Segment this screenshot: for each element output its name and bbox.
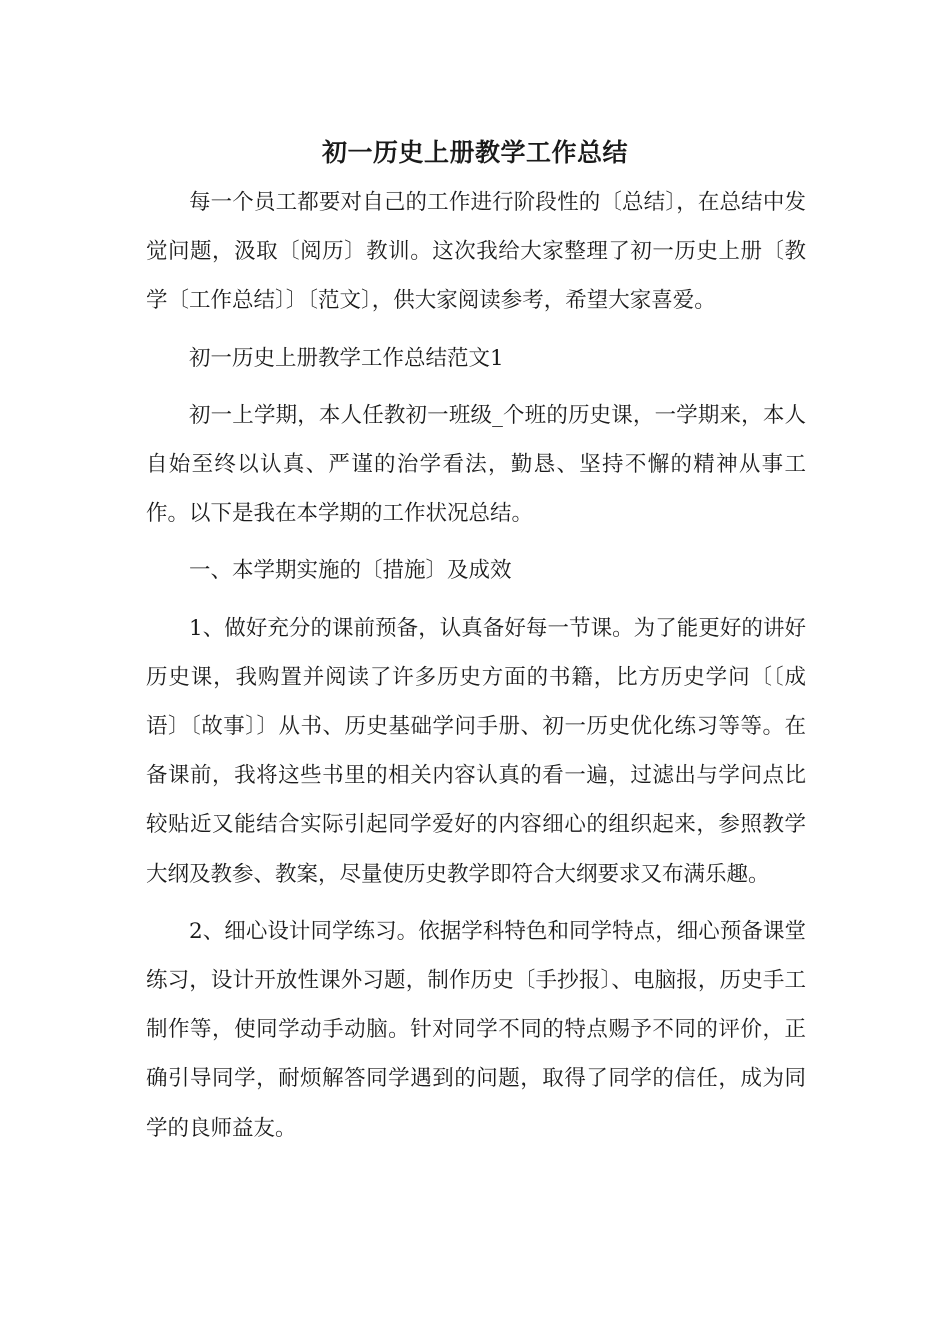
overview-paragraph: 初一上学期，本人任教初一班级_个班的历史课，一学期来，本人自始至终以认真、严谨的治学看法，勤恳、坚持不懈的精神从事工作。以下是我在本学期的工作状况总结。 xyxy=(146,402,806,527)
intro-paragraph: 每一个员工都要对自己的工作进行阶段性的〔总结〕，在总结中发觉问题，汲取〔阅历〕教训。这次我给大家整理了初一历史上册〔教学〔工作总结〕〕〔范文〕，供大家阅读参考，希望大家喜爱。 xyxy=(146,190,806,314)
document-title: 初一历史上册教学工作总结 xyxy=(321,138,628,167)
section-heading-sample-1: 初一历史上册教学工作总结范文1 xyxy=(189,345,504,371)
document-body xyxy=(146,178,806,1153)
section-heading-measures: 一、本学期实施的〔措施〕及成效 xyxy=(189,558,512,584)
measure-2-paragraph: 2、细心设计同学练习。依据学科特色和同学特点，细心预备课堂练习，设计开放性课外习题，制作历史〔手抄报〕、电脑报，历史手工制作等，使同学动手动脑。针对同学不同的特点赐予不同的评价，正确引导同学，耐烦解答同学遇到的问题，取得了同学的信任，成为同学的良师益友。 xyxy=(146,918,806,1141)
measure-1-paragraph: 1、做好充分的课前预备，认真备好每一节课。为了能更好的讲好历史课，我购置并阅读了许多历史方面的书籍，比方历史学问〔〔成语〕〔故事〕〕从书、历史基础学问手册、初一历史优化练习等等。在备课前，我将这些书里的相关内容认真的看一遍，过滤出与学问点比较贴近又能结合实际引起同学爱好的内容细心的组织起来，参照教学大纲及教参、教案，尽量使历史教学即符合大纲要求又布满乐趣。 xyxy=(146,615,806,887)
